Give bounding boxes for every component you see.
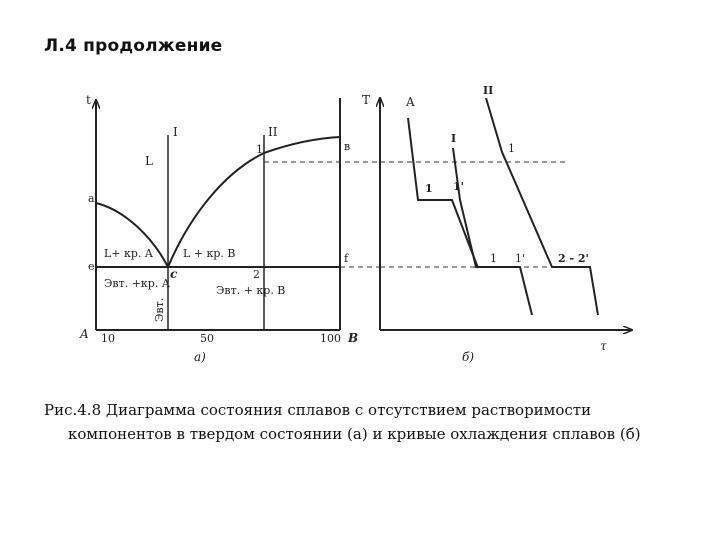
point-label-c: c — [170, 267, 178, 281]
phase-diagram-a — [79, 93, 380, 364]
cooling-curve-2 — [486, 98, 598, 315]
region-label-eut-a: Эвт. +кр. A — [104, 277, 170, 290]
caption-line-1: Рис.4.8 Диаграмма состояния сплавов с отсутствием растворимости — [44, 401, 592, 419]
point-label-c1-prime: 1' — [453, 180, 465, 193]
region-label-l: L — [145, 154, 153, 168]
corner-label-a: A — [80, 327, 89, 341]
alloy-label-1: I — [173, 125, 178, 139]
curve-label-a: A — [406, 95, 415, 109]
figure-caption — [44, 398, 664, 446]
region-label-eut-b: Эвт. + кр. B — [216, 284, 286, 297]
cooling-curves-b — [362, 84, 632, 364]
sublabel-a: а) — [194, 350, 206, 364]
axis-label-tau: τ — [600, 339, 607, 353]
point-label-c1-bottom: 1 — [490, 252, 497, 265]
corner-label-b: B — [348, 331, 359, 345]
axis-label-t-b: T — [362, 93, 371, 107]
sublabel-b: б) — [462, 350, 475, 364]
curve-label-2: II — [483, 84, 494, 97]
point-label-c1-prime-bottom: 1' — [515, 252, 526, 265]
point-label-f: f — [344, 252, 349, 265]
point-label-c2-top: 1 — [508, 142, 515, 155]
curve-label-1: I — [451, 132, 457, 145]
point-label-c1-top: 1 — [425, 182, 433, 195]
axis-label-t: t — [86, 93, 91, 107]
point-label-c2-bottom: 2 - 2' — [558, 252, 589, 265]
cooling-curve-a — [408, 118, 478, 268]
tick-label-50: 50 — [200, 332, 214, 345]
alloy-label-2: II — [268, 125, 278, 139]
point-label-2: 2 — [253, 268, 260, 281]
slide-title: Л.4 продолжение — [44, 36, 223, 56]
region-label-l-b: L + кр. B — [183, 247, 236, 260]
region-label-eut: Эвт. — [153, 297, 166, 322]
point-label-b: в — [344, 140, 351, 153]
tick-label-10: 10 — [101, 332, 115, 345]
region-label-l-a: L+ кр. A — [104, 247, 153, 260]
point-label-1: 1 — [256, 143, 263, 156]
caption-line-2: компонентов в твердом состоянии (а) и кривые охлаждения сплавов (б) — [68, 425, 641, 443]
point-label-e: e — [88, 260, 95, 273]
point-label-a: a — [88, 192, 95, 205]
tick-label-100: 100 — [320, 332, 341, 345]
